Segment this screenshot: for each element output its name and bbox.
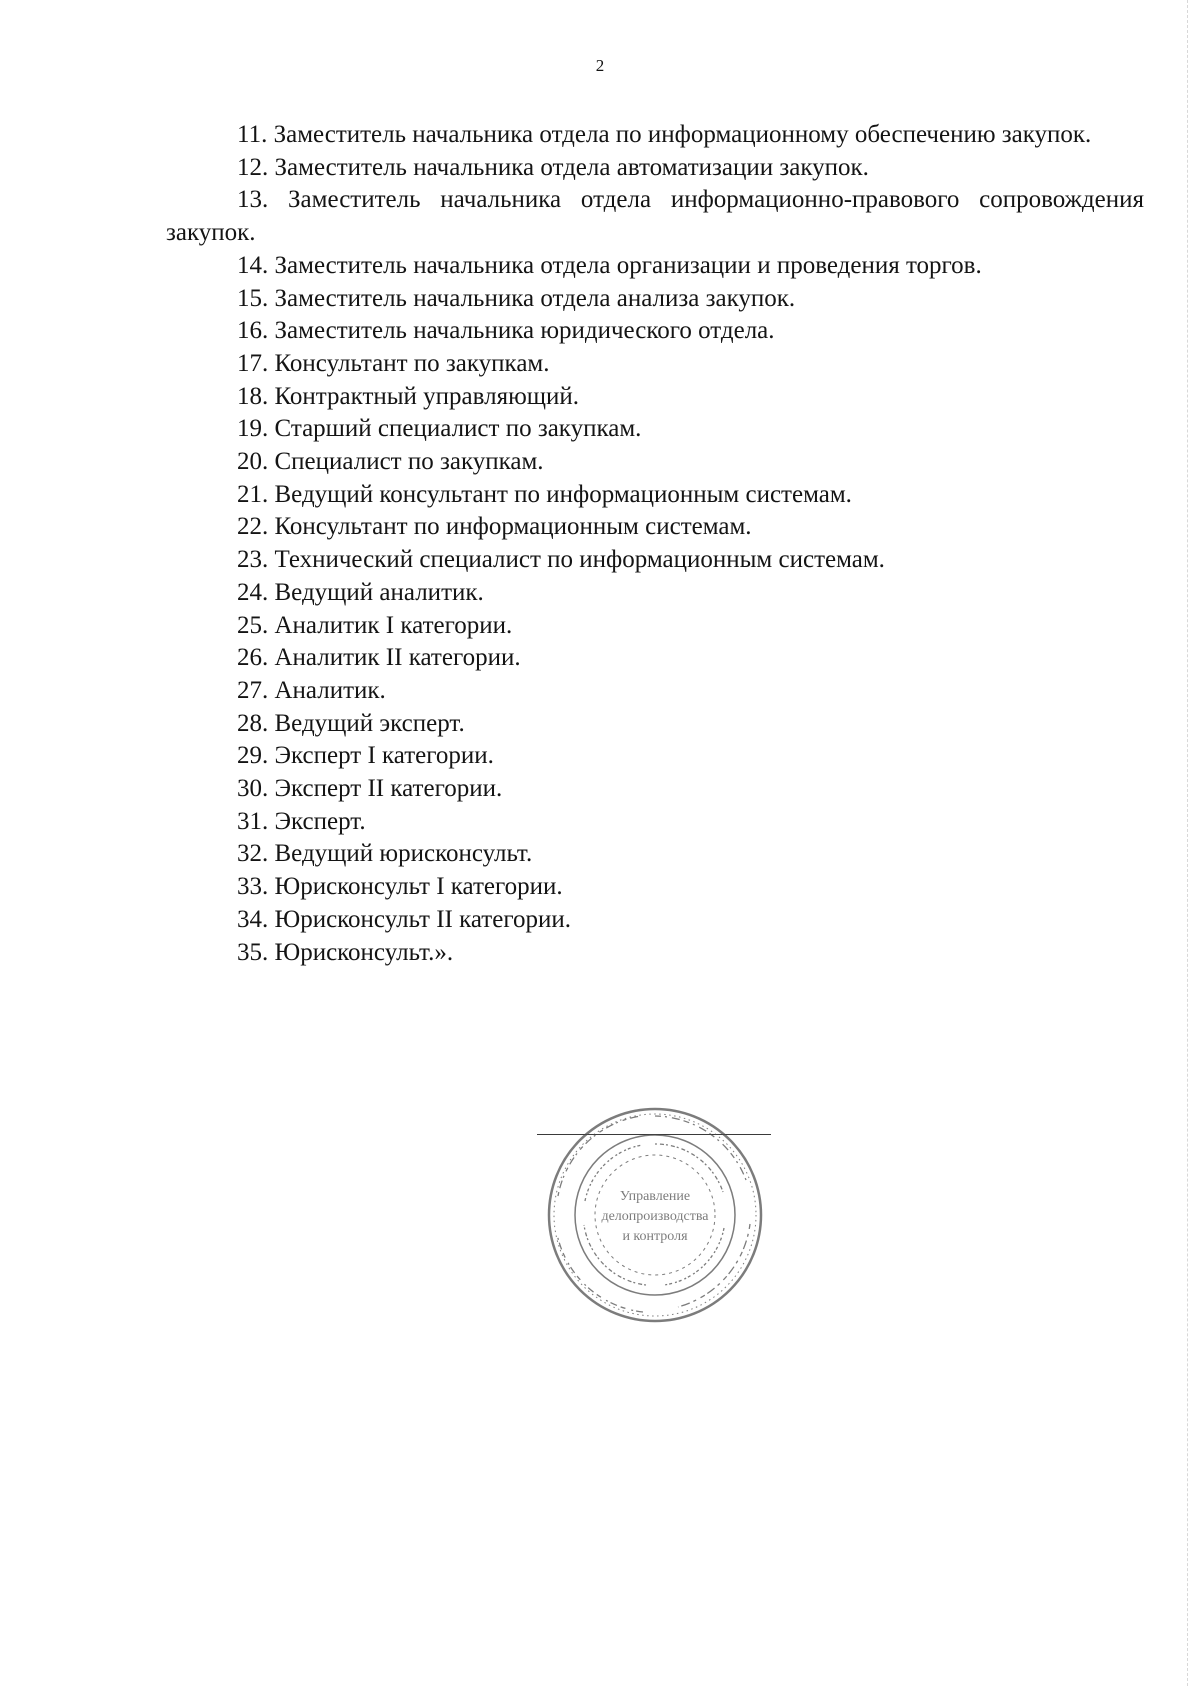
list-item: 21. Ведущий консультант по информационным системам. <box>237 480 852 508</box>
list-item: 19. Старший специалист по закупкам. <box>237 415 642 443</box>
list-item: 18. Контрактный управляющий. <box>237 382 580 410</box>
stamp-line-3: и контроля <box>622 1229 688 1244</box>
scan-edge <box>1186 0 1188 1686</box>
list-item: 22. Консультант по информационным системам. <box>237 513 752 541</box>
list-item: 11. Заместитель начальника отдела по информационному обеспечению закупок. <box>237 121 1092 148</box>
seal-stamp <box>540 1100 770 1330</box>
list-item: 34. Юрисконсульт II категории. <box>237 905 571 933</box>
list-item: 16. Заместитель начальника юридического отдела. <box>237 317 775 345</box>
stamp-line-1: Управление <box>619 1189 691 1204</box>
list-item: 33. Юрисконсульт I категории. <box>237 873 563 901</box>
list-item: 32. Ведущий юрисконсульт. <box>237 840 533 868</box>
list-item: 20. Специалист по закупкам. <box>237 448 544 476</box>
page-number: 2 <box>595 56 605 75</box>
list-item: 17. Консультант по закупкам. <box>237 349 550 377</box>
list-item: 14. Заместитель начальника отдела организации и проведения торгов. <box>237 251 982 279</box>
list-item: 13. Заместитель начальника отдела информационно-правового сопровождения закупок. <box>166 186 1144 247</box>
list-item: 31. Эксперт. <box>237 807 366 835</box>
stamp-line-2: делопроизводства <box>601 1209 709 1224</box>
list-item: 24. Ведущий аналитик. <box>237 578 484 606</box>
list-item: 29. Эксперт I категории. <box>237 742 494 770</box>
list-item: 12. Заместитель начальника отдела автоматизации закупок. <box>237 153 869 181</box>
list-item: 28. Ведущий эксперт. <box>237 709 465 737</box>
positions-list <box>166 119 1144 969</box>
list-item: 25. Аналитик I категории. <box>237 611 513 639</box>
list-item: 23. Технический специалист по информационным системам. <box>237 546 885 574</box>
list-item: 35. Юрисконсульт.». <box>237 938 454 966</box>
list-item: 26. Аналитик II категории. <box>237 644 521 672</box>
list-item: 30. Эксперт II категории. <box>237 775 503 803</box>
list-item: 15. Заместитель начальника отдела анализа закупок. <box>237 284 796 312</box>
list-item: 27. Аналитик. <box>237 676 386 704</box>
